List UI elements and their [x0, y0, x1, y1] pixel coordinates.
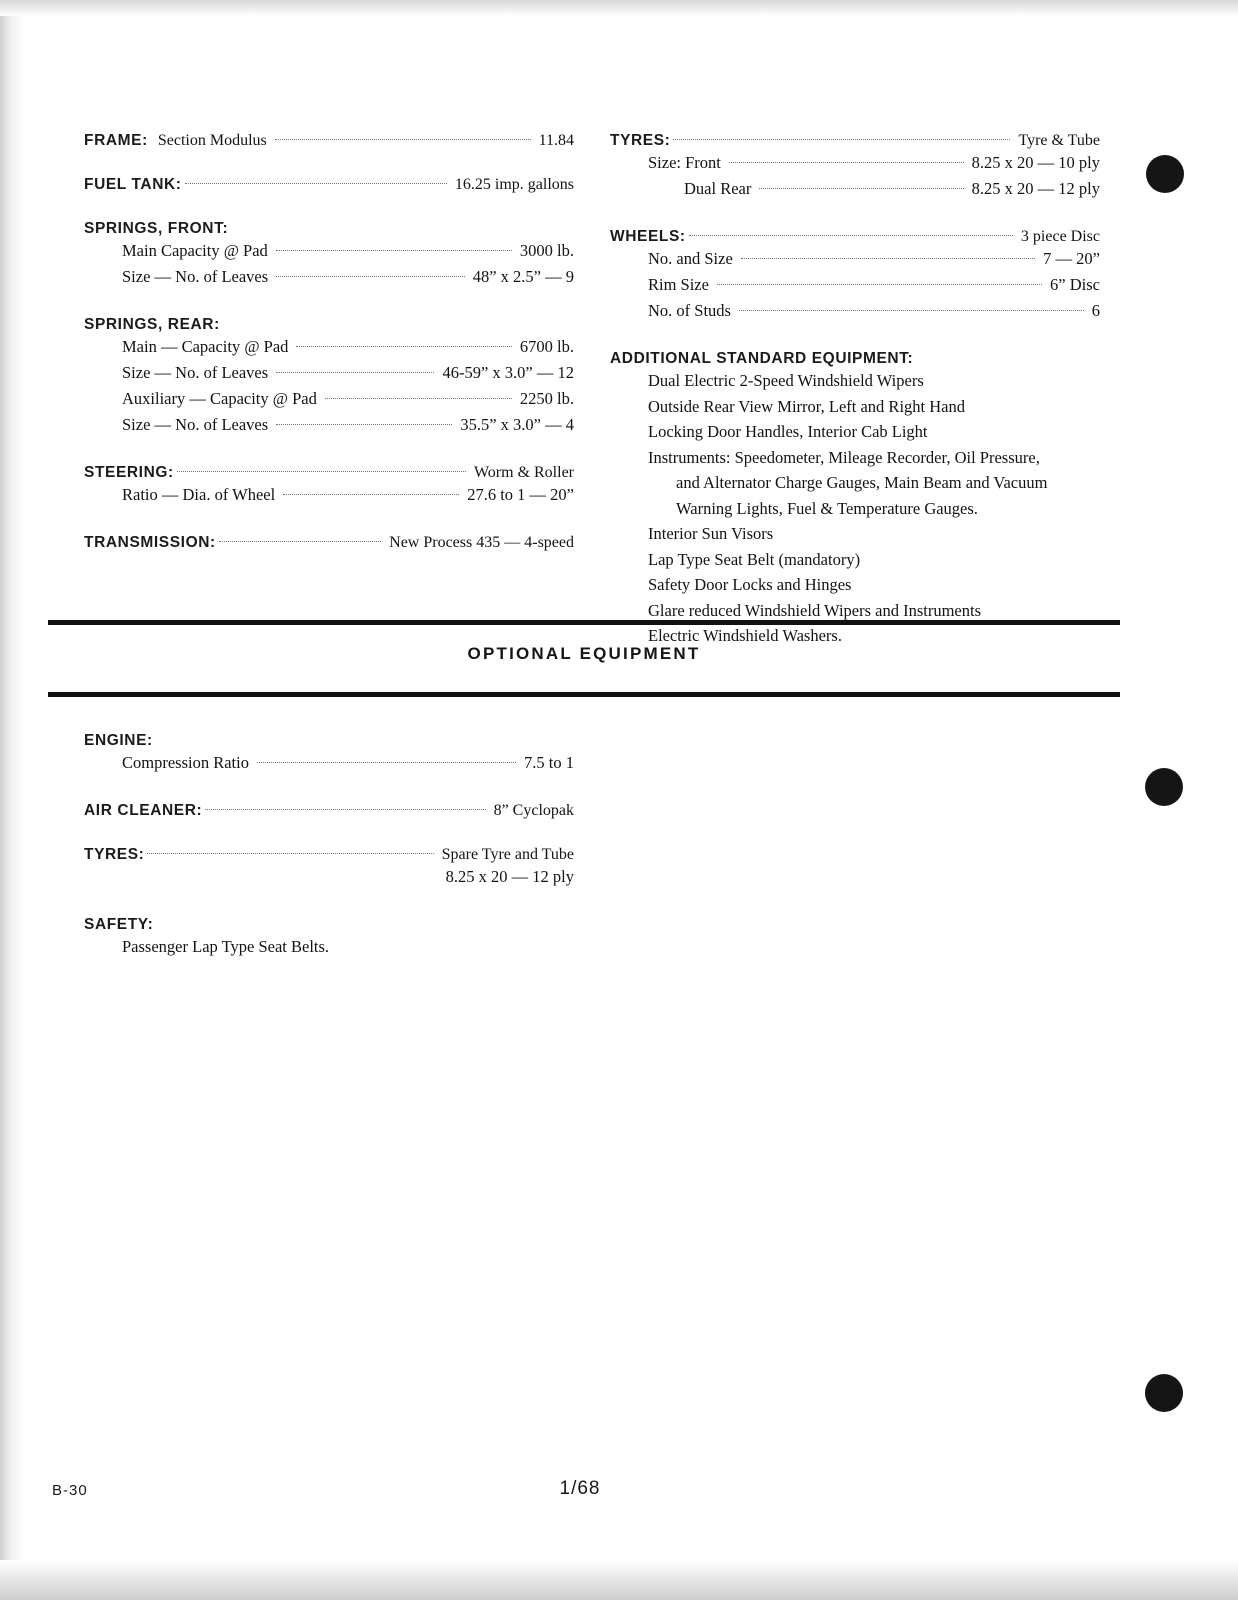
list-item: Passenger Lap Type Seat Belts.	[122, 936, 330, 956]
spec-group-fuel-tank-header: FUEL TANK:	[84, 176, 182, 193]
spec-row	[84, 264, 574, 290]
leader-dots	[717, 283, 1042, 285]
leader-dots	[739, 309, 1084, 311]
optional-safety-list	[84, 934, 574, 960]
spec-row-label: Size — No. of Leaves	[122, 363, 269, 382]
optional-group-air-cleaner	[84, 802, 574, 820]
spec-row-label: Size — No. of Leaves	[122, 415, 269, 434]
footer-page-code: B-30	[52, 1482, 88, 1499]
spec-row-label: No. and Size	[648, 249, 733, 268]
section-rule-bottom	[48, 692, 1120, 697]
leader-dots	[276, 423, 452, 425]
spec-group-frame-header: FRAME:	[84, 132, 148, 149]
optional-group-tyres	[84, 846, 574, 890]
spec-row	[84, 412, 574, 438]
spec-group-transmission-value: New Process 435 — 4-speed	[389, 534, 574, 551]
spec-row-value: 7 — 20”	[1043, 249, 1100, 268]
leader-dots	[325, 397, 512, 399]
spec-row-label: Main Capacity @ Pad	[122, 241, 268, 260]
leader-dots	[276, 249, 512, 251]
spec-row	[610, 298, 1100, 324]
additional-standard-equipment-header: ADDITIONAL STANDARD EQUIPMENT:	[610, 350, 914, 367]
spec-group-frame-label: Section Modulus	[157, 132, 267, 149]
spec-group-wheels	[610, 228, 1100, 324]
optional-group-engine-header: ENGINE:	[84, 732, 153, 749]
spec-row	[84, 360, 574, 386]
spec-group-fuel-tank	[84, 176, 574, 194]
spec-row-value: 35.5” x 3.0” — 4	[460, 415, 574, 434]
optional-group-tyres-second-value: 8.25 x 20 — 12 ply	[445, 867, 574, 886]
spec-group-wheels-headerrow	[610, 228, 1100, 246]
spec-column-left	[84, 132, 574, 552]
spec-group-transmission-header: TRANSMISSION:	[84, 534, 216, 551]
spec-row-label: No. of Studs	[648, 301, 731, 320]
list-item: Warning Lights, Fuel & Temperature Gauges.	[676, 498, 978, 518]
leader-dots	[276, 275, 465, 277]
list-item: Dual Electric 2-Speed Windshield Wipers	[648, 371, 924, 390]
spec-row-value: 6	[1091, 301, 1100, 320]
leader-dots	[219, 540, 381, 542]
spec-row-value: 6700 lb.	[519, 337, 574, 356]
spec-row-value: 8.25 x 20 — 10 ply	[971, 153, 1100, 172]
spec-row-value: 6” Disc	[1050, 275, 1100, 294]
leader-dots	[257, 761, 516, 763]
list-item: Outside Rear View Mirror, Left and Right Hand	[648, 396, 965, 416]
spec-row-value: 46-59” x 3.0” — 12	[442, 363, 574, 382]
list-item: Safety Door Locks and Hinges	[648, 575, 852, 594]
spec-group-fuel-tank-headerrow	[84, 176, 574, 194]
list-item: Electric Windshield Washers.	[648, 626, 842, 645]
leader-dots	[177, 470, 466, 472]
spec-row-label: Ratio — Dia. of Wheel	[122, 485, 276, 504]
leader-dots	[185, 182, 447, 184]
list-item: Lap Type Seat Belt (mandatory)	[648, 549, 861, 569]
optional-group-tyres-headerrow	[84, 846, 574, 864]
optional-group-air-cleaner-header: AIR CLEANER:	[84, 802, 203, 819]
spec-group-transmission-headerrow	[84, 534, 574, 552]
spec-row	[610, 176, 1100, 202]
leader-dots	[205, 808, 485, 810]
spec-group-wheels-value: 3 piece Disc	[1020, 228, 1100, 245]
spec-group-tyres-headerrow	[610, 132, 1100, 150]
spec-group-springs-front	[84, 220, 574, 290]
leader-dots	[147, 852, 433, 854]
spec-row-value: 27.6 to 1 — 20”	[467, 485, 574, 504]
spec-group-steering-header: STEERING:	[84, 464, 174, 481]
spec-row	[84, 482, 574, 508]
spec-row-value: 2250 lb.	[519, 389, 574, 408]
leader-dots	[276, 371, 434, 373]
spec-group-springs-front-header: SPRINGS, FRONT:	[84, 220, 229, 237]
leader-dots	[673, 138, 1010, 140]
list-item: Locking Door Handles, Interior Cab Light	[648, 422, 928, 441]
spec-row	[84, 750, 574, 776]
spec-group-steering-headerrow	[84, 464, 574, 482]
optional-equipment-column	[84, 732, 574, 959]
additional-equipment-list	[610, 368, 1100, 649]
additional-standard-equipment	[610, 350, 1100, 649]
spec-row	[610, 272, 1100, 298]
leader-dots	[741, 257, 1035, 259]
spec-group-wheels-header: WHEELS:	[610, 228, 686, 245]
leader-dots	[759, 187, 963, 189]
spec-group-steering	[84, 464, 574, 508]
spec-group-springs-rear	[84, 316, 574, 438]
spec-row-label: Main — Capacity @ Pad	[122, 337, 289, 356]
list-item: and Alternator Charge Gauges, Main Beam and Vacuum	[676, 473, 1048, 492]
spec-row	[610, 150, 1100, 176]
spec-group-springs-rear-header: SPRINGS, REAR:	[84, 316, 220, 333]
spec-row-label: Rim Size	[648, 275, 709, 294]
spec-row-label: Dual Rear	[684, 179, 752, 198]
list-item: Glare reduced Windshield Wipers and Instruments	[648, 600, 982, 620]
section-title-optional-equipment: OPTIONAL EQUIPMENT	[467, 644, 701, 663]
spec-row-label: Size — No. of Leaves	[122, 267, 269, 286]
spec-group-frame-headerrow	[84, 132, 574, 150]
spec-column-right	[610, 132, 1100, 649]
spec-group-fuel-tank-value: 16.25 imp. gallons	[454, 176, 574, 193]
optional-group-air-cleaner-value: 8” Cyclopak	[493, 802, 574, 819]
spec-row	[84, 334, 574, 360]
optional-group-safety-header: SAFETY:	[84, 915, 154, 933]
spec-row-value: 3000 lb.	[519, 241, 574, 260]
list-item: Interior Sun Visors	[648, 524, 774, 543]
spec-row	[610, 246, 1100, 272]
optional-group-air-cleaner-headerrow	[84, 802, 574, 820]
spec-row	[84, 238, 574, 264]
spec-group-tyres-header: TYRES:	[610, 132, 671, 149]
spec-group-steering-value: Worm & Roller	[473, 464, 574, 481]
optional-group-safety	[84, 916, 574, 960]
spec-row-value: 8.25 x 20 — 12 ply	[971, 179, 1100, 198]
section-rule-top	[48, 620, 1120, 625]
leader-dots	[275, 138, 531, 140]
leader-dots	[296, 345, 511, 347]
spec-row-value: 48” x 2.5” — 9	[472, 267, 574, 286]
leader-dots	[689, 234, 1013, 236]
spec-group-frame-value: 11.84	[538, 132, 574, 149]
spec-row-value: 7.5 to 1	[524, 753, 574, 772]
spec-group-tyres	[610, 132, 1100, 202]
optional-group-engine	[84, 732, 574, 776]
spec-group-transmission	[84, 534, 574, 552]
spec-row-label: Auxiliary — Capacity @ Pad	[122, 389, 317, 408]
footer-date-code: 1/68	[559, 1478, 601, 1499]
spec-row-label: Size: Front	[648, 153, 721, 172]
leader-dots	[729, 161, 964, 163]
spec-row	[84, 386, 574, 412]
spec-group-tyres-value: Tyre & Tube	[1018, 132, 1100, 149]
optional-group-tyres-header: TYRES:	[84, 846, 145, 863]
spec-group-frame	[84, 132, 574, 150]
spec-row-label: Compression Ratio	[122, 753, 249, 772]
list-item: Instruments: Speedometer, Mileage Recorder, Oil Pressure,	[648, 447, 1040, 467]
leader-dots	[283, 493, 459, 495]
optional-group-tyres-value: Spare Tyre and Tube	[441, 846, 574, 863]
